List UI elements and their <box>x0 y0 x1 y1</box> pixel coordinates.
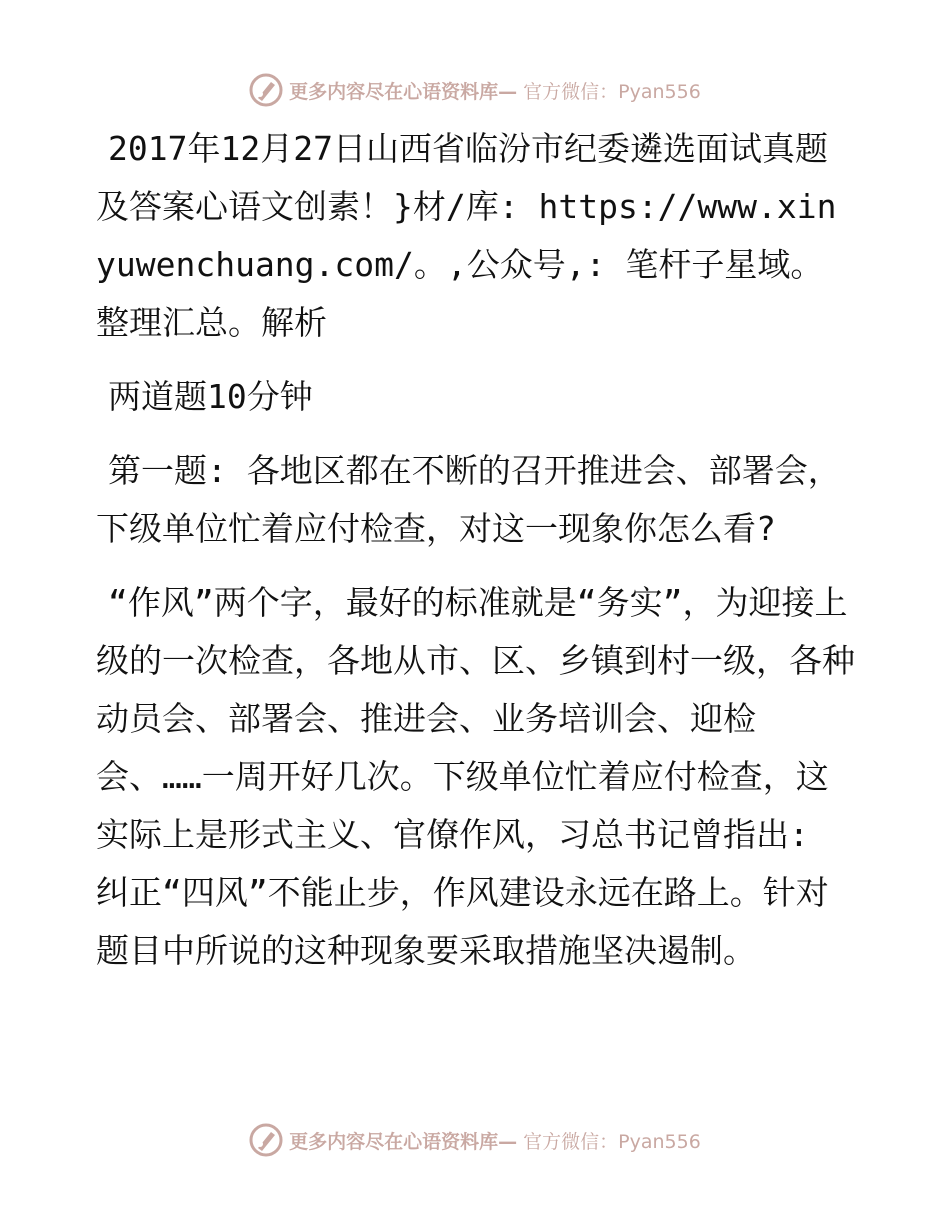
document-body <box>96 120 856 980</box>
title-paragraph: 2017年12月27日山西省临汾市纪委遴选面试真题及答案心语文创素！}材/库: https://www.xinyuwenchuang.com/。,公众号,: 笔杆子星域。整理汇总。解析 <box>96 129 837 342</box>
banner-wechat: 官方微信：Pyan556 <box>523 80 701 103</box>
footer-banner <box>0 1120 950 1160</box>
pen-logo-icon <box>249 1123 283 1157</box>
answer-paragraph: “作风”两个字，最好的标准就是“务实”，为迎接上级的一次检查，各地从市、区、乡镇到村一级，各种动员会、部署会、推进会、业务培训会、迎检会、……一周开好几次。下级单位忙着应付检查，这实际上是形式主义、官僚作风，习总书记曾指出: 纠正“四风”不能止步，作风建设永远在路上。针对题目中所说的这种现象要采取措施坚决遏制。 <box>96 583 855 970</box>
banner-wechat: 官方微信：Pyan556 <box>523 1130 701 1153</box>
banner-text: 更多内容尽在心语资料库— <box>289 80 518 103</box>
time-note: 两道题10分钟 <box>108 377 313 416</box>
question-paragraph: 第一题: 各地区都在不断的召开推进会、部署会，下级单位忙着应付检查，对这一现象你怎么看? <box>96 451 841 548</box>
pen-logo-icon <box>249 73 283 107</box>
banner-text: 更多内容尽在心语资料库— <box>289 1130 518 1153</box>
header-banner <box>0 70 950 110</box>
